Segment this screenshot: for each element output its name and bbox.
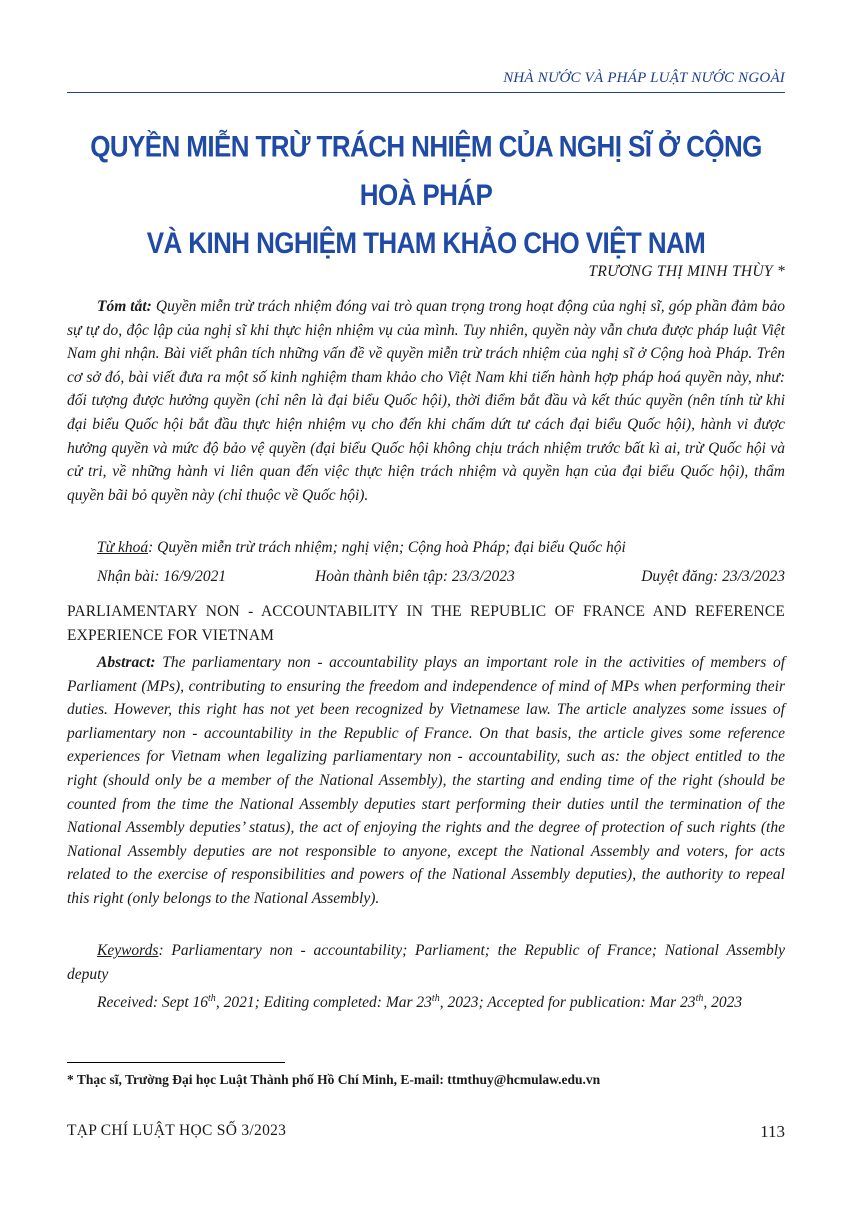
article-title bbox=[67, 122, 785, 267]
keywords-vi-label: Từ khoá bbox=[97, 539, 149, 556]
journal-page bbox=[67, 0, 785, 1212]
abstract-en-label: Abstract: bbox=[97, 654, 156, 671]
keywords-vi-text: : Quyền miễn trừ trách nhiệm; nghị viện; Cộng hoà Pháp; đại biểu Quốc hội bbox=[148, 539, 626, 556]
abstract-english bbox=[67, 651, 785, 911]
english-title: PARLIAMENTARY NON - ACCOUNTABILITY IN THE REPUBLIC OF FRANCE AND REFERENCE EXPERIENCE FOR VIETNAM bbox=[67, 603, 785, 644]
date-received-vi: Nhận bài: 16/9/2021 bbox=[97, 568, 227, 585]
article-title-line-2: VÀ KINH NGHIỆM THAM KHẢO CHO VIỆT NAM bbox=[146, 225, 706, 260]
received-date-en: Received: Sept 16 bbox=[97, 994, 209, 1012]
abstract-en-text: The parliamentary non - accountability plays an important role in the activities of members of Parliament (MPs), contributing to ensuring the freedom and independence of mind of MPs when performing their duties. However, this right has not yet been recognized by Vietnamese law. The article analyzes some issues of parliamentary non - accountability in the Republic of France. On that basis, the article gives some reference experiences for Vietnam when legalizing parliamentary non - accountability, such as: the object entitled to the right (should only be a member of the National Assembly), the starting and ending time of the right (should be counted from the time the National Assembly deputies start performing their duties until the termination of the National Assembly deputies’ status), the act of enjoying the rights and the degree of protection of such rights (the National Assembly deputies are not responsible to anyone, except the National Assembly and voters, for acts related to the exercise of responsibilities and powers of the National Assembly deputies), the authority to repeal this right (only belongs to the National Assembly). bbox=[67, 654, 785, 907]
article-title-line-1: QUYỀN MIỄN TRỪ TRÁCH NHIỆM CỦA NGHỊ SĨ Ở CỘNG HOÀ PHÁP bbox=[90, 128, 762, 212]
editing-date-sup: th bbox=[431, 993, 440, 1004]
keywords-english bbox=[67, 939, 785, 986]
author-name: TRƯƠNG THỊ MINH THÙY * bbox=[588, 263, 785, 280]
editing-date-en: , 2021; Editing completed: Mar 23 bbox=[215, 994, 432, 1012]
journal-footer: TẠP CHÍ LUẬT HỌC SỐ 3/2023 bbox=[67, 1122, 287, 1139]
date-approved-vi: Duyệt đăng: 23/3/2023 bbox=[641, 568, 785, 585]
abstract-vi-label: Tóm tắt: bbox=[97, 298, 152, 315]
keywords-vietnamese bbox=[97, 539, 785, 557]
keywords-en-text: : Parliamentary non - accountability; Parliament; the Republic of France; National Assembly deputy bbox=[67, 942, 785, 983]
dates-english bbox=[97, 993, 742, 1012]
abstract-vietnamese bbox=[67, 295, 785, 507]
keywords-en-label: Keywords bbox=[97, 942, 159, 959]
accepted-date-sup: th bbox=[695, 993, 704, 1004]
abstract-vi-text: Quyền miễn trừ trách nhiệm đóng vai trò quan trọng trong hoạt động của nghị sĩ, góp phần đảm bảo sự tự do, độc lập của nghị sĩ khi thực hiện nhiệm vụ của mình. Tuy nhiên, quyền này vẫn chưa được pháp luật Việt Nam ghi nhận. Bài viết phân tích những vấn đề về quyền miễn trừ trách nhiệm của nghị sĩ ở Cộng hoà Pháp. Trên cơ sở đó, bài viết đưa ra một số kinh nghiệm tham khảo cho Việt Nam khi tiến hành hợp pháp hoá quyền này, như: đối tượng được hưởng quyền (chỉ nên là đại biểu Quốc hội), thời điểm bắt đầu và kết thúc quyền (nên tính từ khi đại biểu Quốc hội bắt đầu thực hiện nhiệm vụ cho đến khi chấm dứt tư cách đại biểu Quốc hội), hành vi được hưởng quyền và mức độ bảo vệ quyền (đại biểu Quốc hội không chịu trách nhiệm trước bất kì ai, trừ Quốc hội và cử tri, về những hành vi liên quan đến việc thực hiện trách nhiệm và quyền hạn của đại biểu Quốc hội), thẩm quyền bãi bỏ quyền này (chỉ thuộc về Quốc hội). bbox=[67, 298, 785, 504]
header-rule bbox=[67, 92, 785, 93]
date-edited-vi: Hoàn thành biên tập: 23/3/2023 bbox=[315, 568, 515, 585]
page-number: 113 bbox=[760, 1122, 785, 1141]
accepted-date-suffix: , 2023 bbox=[703, 994, 743, 1012]
author-footnote: * Thạc sĩ, Trường Đại học Luật Thành phố Hồ Chí Minh, E-mail: ttmthuy@hcmulaw.edu.vn bbox=[67, 1072, 601, 1087]
section-header: NHÀ NƯỚC VÀ PHÁP LUẬT NƯỚC NGOÀI bbox=[503, 70, 785, 86]
received-date-sup: th bbox=[208, 993, 216, 1004]
accepted-date-en: , 2023; Accepted for publication: Mar 23 bbox=[439, 994, 696, 1012]
footnote-rule bbox=[67, 1062, 285, 1063]
